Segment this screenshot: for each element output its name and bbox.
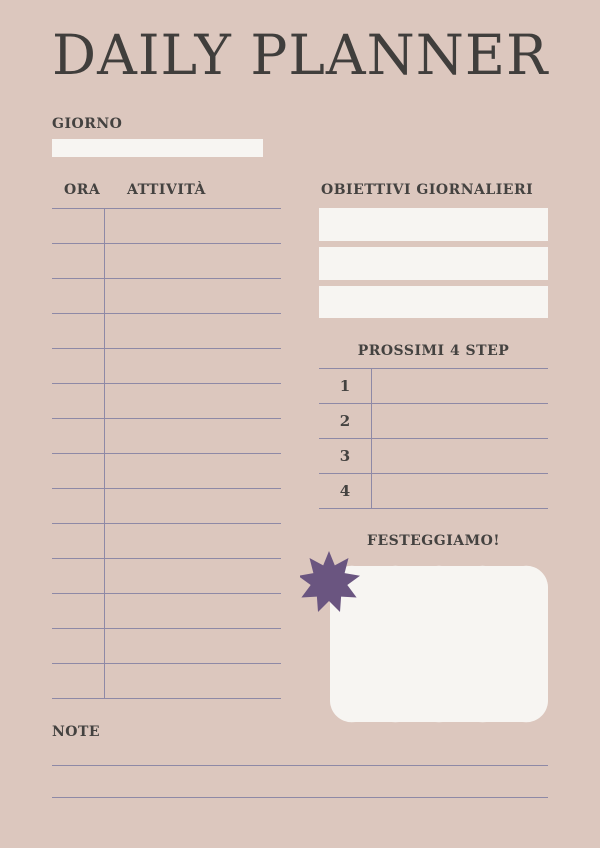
schedule-row-line <box>52 313 281 314</box>
scalloped-card <box>330 566 548 723</box>
festeggiamo-label: FESTEGGIAMO! <box>367 533 500 549</box>
schedule-row-line <box>52 348 281 349</box>
steps-table[interactable] <box>319 368 548 510</box>
note-label: NOTE <box>52 724 101 740</box>
prossimi-label: PROSSIMI 4 STEP <box>357 343 510 359</box>
note-line-1[interactable] <box>52 765 548 766</box>
festeggiamo-area[interactable] <box>300 550 550 725</box>
ora-header: ORA <box>64 182 101 198</box>
schedule-row-line <box>52 628 281 629</box>
schedule-table[interactable] <box>52 208 281 700</box>
schedule-row-line <box>52 453 281 454</box>
steps-row-line <box>319 473 548 474</box>
schedule-row-line <box>52 383 281 384</box>
schedule-row-line <box>52 488 281 489</box>
step-number: 4 <box>339 482 351 500</box>
step-number: 2 <box>339 412 351 430</box>
obiettivo-field-2[interactable] <box>319 247 548 280</box>
obiettivo-field-3[interactable] <box>319 286 548 318</box>
step-number: 3 <box>339 447 351 465</box>
schedule-row-line <box>52 208 281 209</box>
note-line-2[interactable] <box>52 797 548 798</box>
steps-row-line <box>319 403 548 404</box>
schedule-row-line <box>52 593 281 594</box>
giorno-field[interactable] <box>52 139 263 157</box>
steps-row-line <box>319 508 548 509</box>
attivita-header: ATTIVITÀ <box>127 182 206 198</box>
schedule-row-line <box>52 558 281 559</box>
schedule-row-line <box>52 698 281 699</box>
page-title: DAILY PLANNER <box>52 23 549 87</box>
schedule-row-line <box>52 278 281 279</box>
schedule-row-line <box>52 418 281 419</box>
obiettivo-field-1[interactable] <box>319 208 548 241</box>
schedule-row-line <box>52 523 281 524</box>
giorno-label: GIORNO <box>52 116 123 132</box>
step-number: 1 <box>339 377 351 395</box>
obiettivi-label: OBIETTIVI GIORNALIERI <box>321 182 534 198</box>
steps-row-line <box>319 368 548 369</box>
schedule-row-line <box>52 663 281 664</box>
steps-row-line <box>319 438 548 439</box>
schedule-row-line <box>52 243 281 244</box>
